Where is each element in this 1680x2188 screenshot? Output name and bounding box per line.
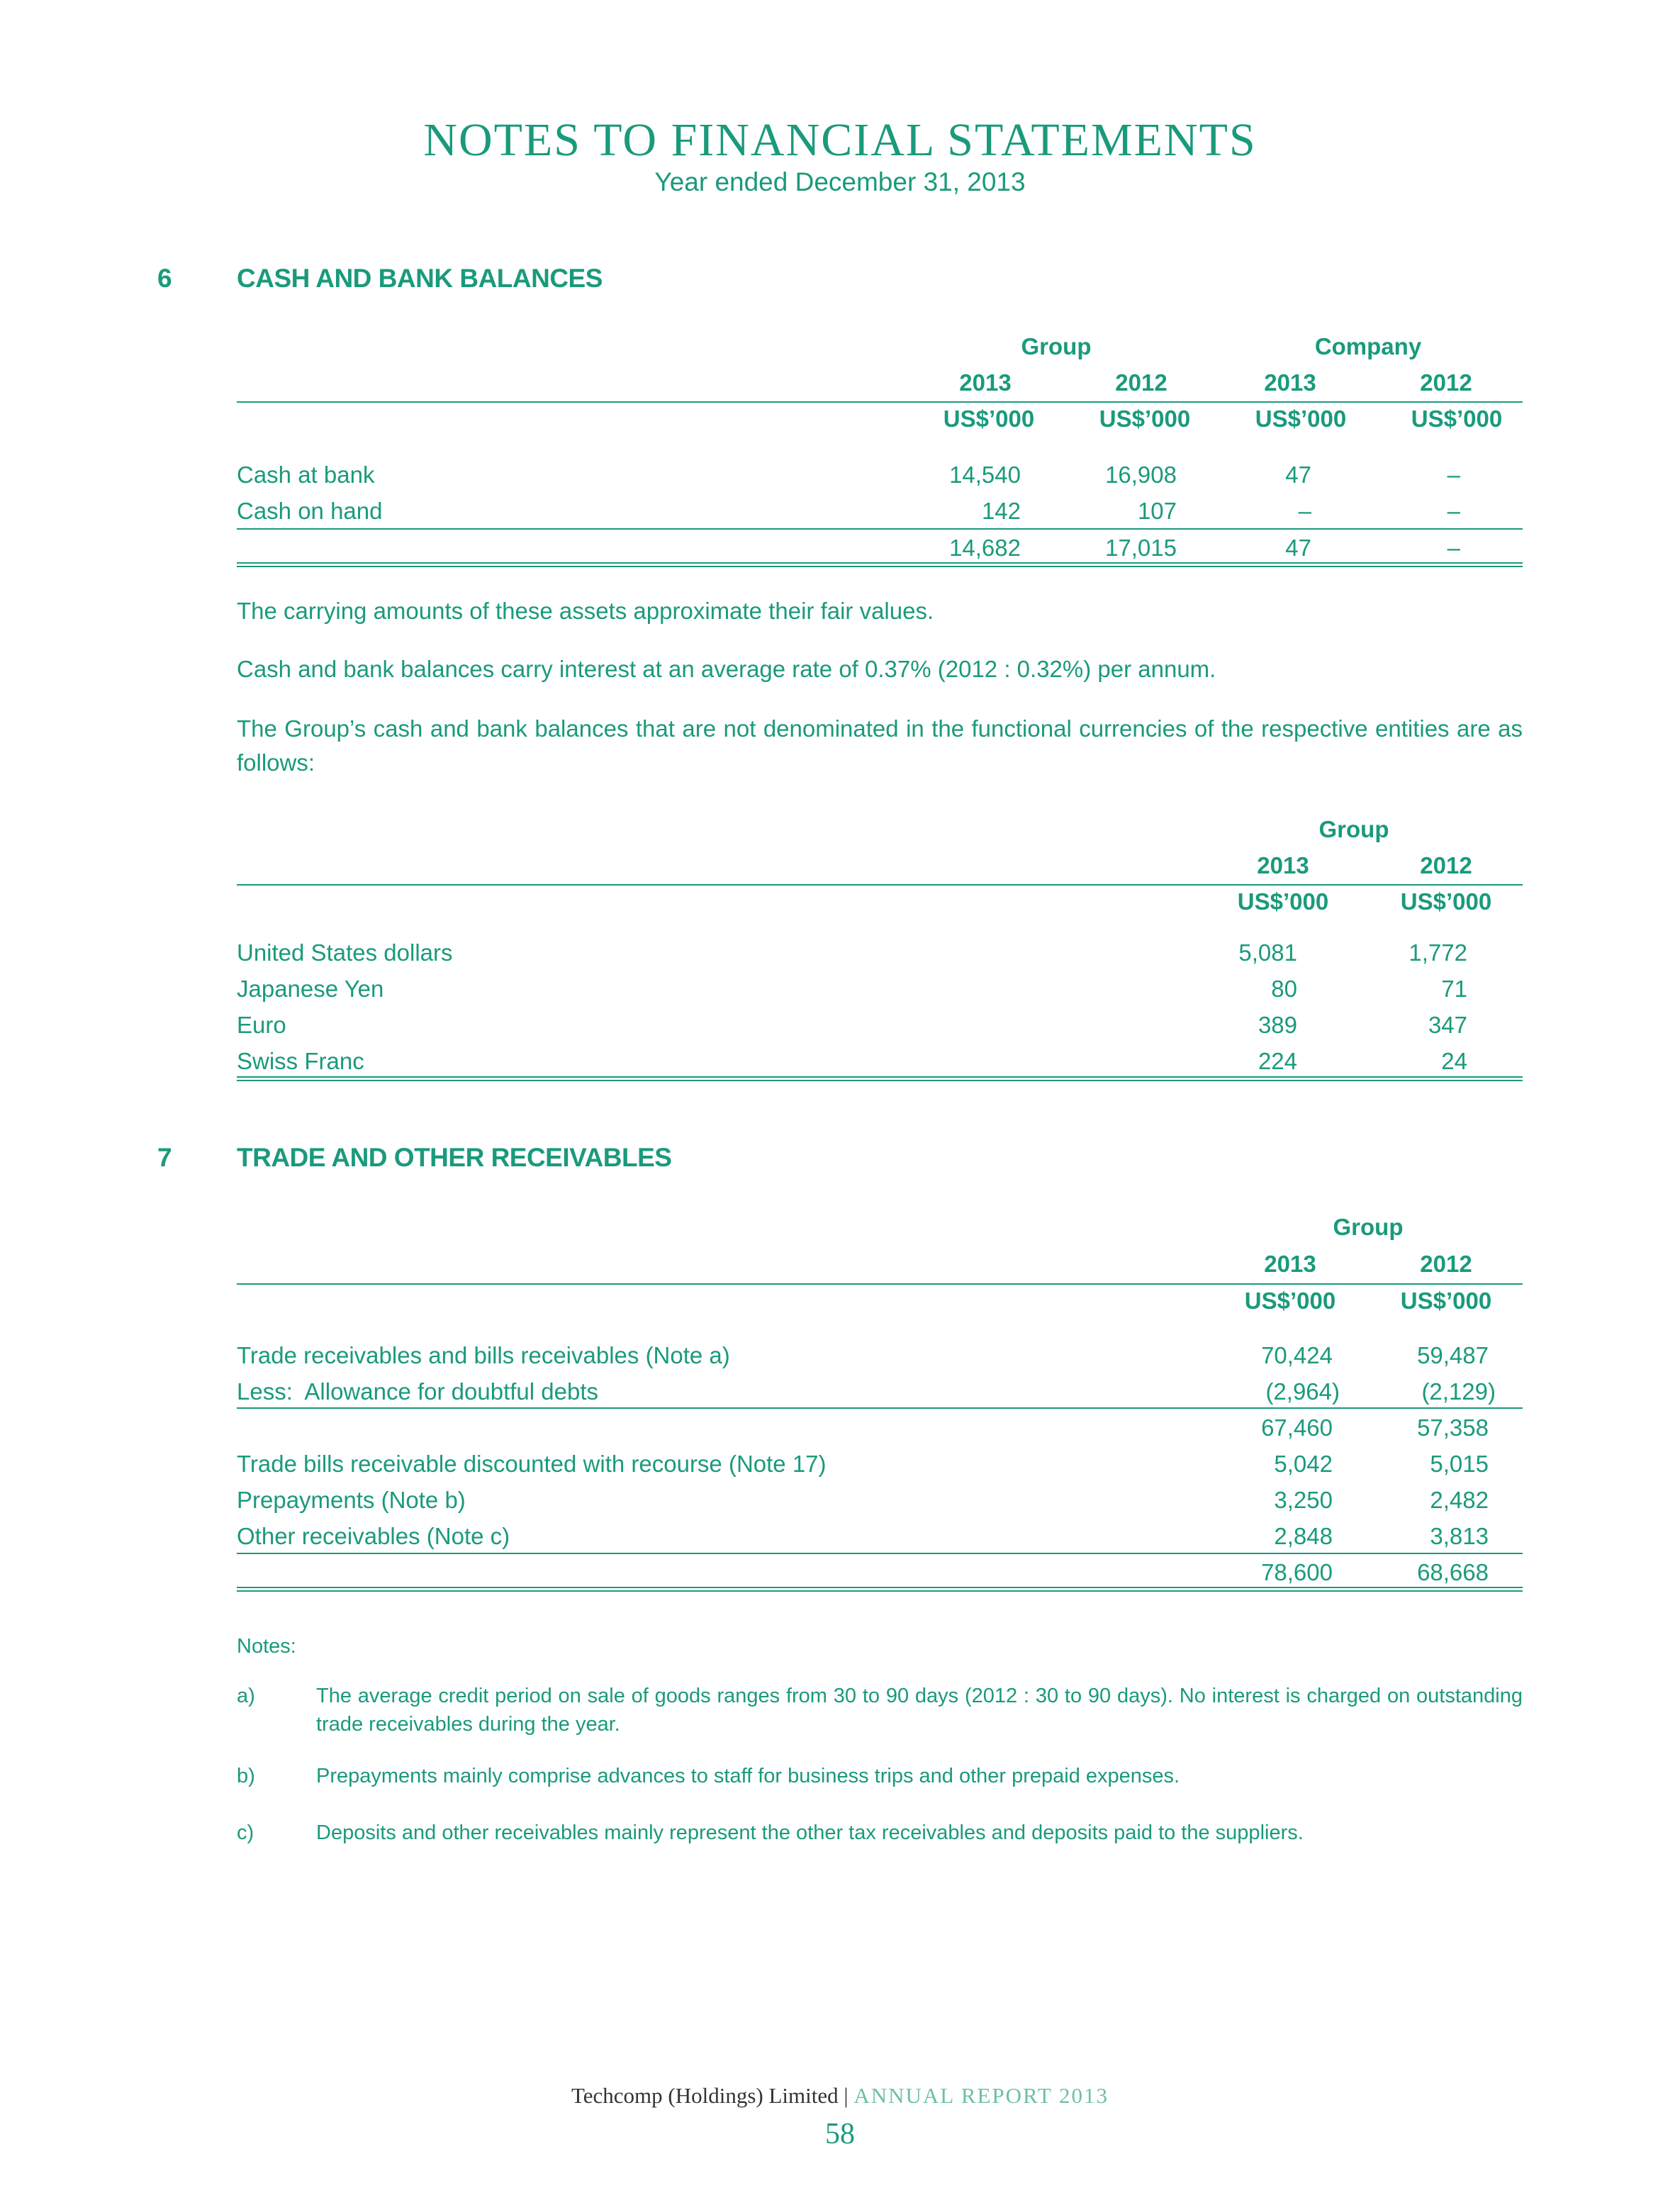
table3-cell: 59,487 — [1417, 1342, 1489, 1368]
table2-cell: 1,772 — [1409, 939, 1467, 966]
table3-cell: 5,042 — [1274, 1451, 1333, 1477]
table3-subtotal-cell: 57,358 — [1417, 1414, 1489, 1441]
table2-cell: 5,081 — [1238, 939, 1297, 966]
table1-year-col2: 2012 — [1115, 369, 1167, 396]
table2-cell: 389 — [1258, 1012, 1297, 1038]
table3-total-rule — [237, 1553, 1523, 1554]
note-marker: a) — [237, 1685, 255, 1707]
footer-line — [0, 2083, 1680, 2109]
table3-unit-col2: US$’000 — [1400, 1288, 1492, 1314]
table1-cell: 142 — [981, 498, 1021, 524]
table2-row-label: Swiss Franc — [237, 1048, 364, 1074]
table1-cell: 16,908 — [1105, 462, 1177, 488]
table1-cell: 107 — [1137, 498, 1177, 524]
table1-unit-col4: US$’000 — [1411, 406, 1503, 432]
table3-cell: 3,813 — [1430, 1523, 1489, 1549]
table3-cell: 3,250 — [1274, 1487, 1333, 1513]
note-marker: c) — [237, 1821, 254, 1844]
table1-year-col4: 2012 — [1420, 369, 1472, 396]
table2-unit-col2: US$’000 — [1400, 888, 1492, 915]
note-text: Deposits and other receivables mainly represent the other tax receivables and deposits paid to the suppliers. — [316, 1821, 1304, 1844]
section-6-title: CASH AND BANK BALANCES — [237, 264, 603, 293]
table3-total-double-rule — [237, 1587, 1523, 1592]
table3-cell: 2,482 — [1430, 1487, 1489, 1513]
table3-header-rule — [237, 1283, 1523, 1285]
table2-row-label: Euro — [237, 1012, 286, 1038]
table3-group-header: Group — [1333, 1214, 1404, 1240]
table1-total-cell: 47 — [1285, 535, 1311, 561]
table3-cell: 5,015 — [1430, 1451, 1489, 1477]
section-7-number: 7 — [157, 1143, 172, 1172]
paragraph-currencies: The Group’s cash and bank balances that are not denominated in the functional currencies of the respective entities are as follows: — [237, 715, 1523, 776]
table1-row-label: Cash at bank — [237, 462, 375, 488]
table1-cell: – — [1447, 462, 1460, 488]
table2-year-col2: 2012 — [1420, 852, 1472, 878]
table2-cell: 80 — [1271, 976, 1297, 1002]
table1-subtotal-rule — [237, 528, 1523, 530]
table3-row-label: Other receivables (Note c) — [237, 1523, 510, 1549]
table3-row-label: Prepayments (Note b) — [237, 1487, 466, 1513]
table3-row-label: Trade bills receivable discounted with recourse (Note 17) — [237, 1451, 827, 1477]
note-text: Prepayments mainly comprise advances to staff for business trips and other prepaid expenses. — [316, 1765, 1180, 1787]
table1-header-rule — [237, 401, 1523, 403]
table3-cell: (2,129) — [1421, 1378, 1496, 1405]
table1-row-label: Cash on hand — [237, 498, 383, 524]
table3-subtotal-cell: 67,460 — [1261, 1414, 1333, 1441]
section-6-number: 6 — [157, 264, 172, 293]
footer-separator: | — [844, 2083, 849, 2108]
table3-row-label: Less: Allowance for doubtful debts — [237, 1378, 598, 1405]
table1-group-header: Group — [1021, 333, 1092, 359]
table1-unit-col3: US$’000 — [1255, 406, 1347, 432]
table2-header-rule — [237, 884, 1523, 886]
table2-group-header: Group — [1318, 816, 1389, 842]
table3-cell: (2,964) — [1265, 1378, 1340, 1405]
table1-total-double-rule — [237, 562, 1523, 567]
table1-company-header: Company — [1314, 333, 1422, 359]
page-number: 58 — [825, 2118, 855, 2150]
table2-row-label: Japanese Yen — [237, 976, 384, 1002]
paragraph-interest-rate: Cash and bank balances carry interest at an average rate of 0.37% (2012 : 0.32%) per annum. — [237, 656, 1216, 682]
table2-unit-col1: US$’000 — [1237, 888, 1329, 915]
table1-total-cell: – — [1447, 535, 1460, 561]
table1-cell: – — [1298, 498, 1311, 524]
table3-total-cell: 68,668 — [1417, 1559, 1489, 1585]
table2-total-double-rule — [237, 1076, 1523, 1081]
table3-subtotal-rule — [237, 1407, 1523, 1409]
table2-year-col1: 2013 — [1257, 852, 1309, 878]
page-subtitle: Year ended December 31, 2013 — [654, 167, 1026, 196]
table1-cell: 47 — [1285, 462, 1311, 488]
table1-total-cell: 14,682 — [949, 535, 1021, 561]
table3-row-label: Trade receivables and bills receivables (Note a) — [237, 1342, 730, 1368]
page-title: NOTES TO FINANCIAL STATEMENTS — [423, 114, 1257, 166]
table3-total-cell: 78,600 — [1261, 1559, 1333, 1585]
table3-unit-col1: US$’000 — [1244, 1288, 1336, 1314]
table1-year-col1: 2013 — [959, 369, 1012, 396]
table2-cell: 24 — [1441, 1048, 1467, 1074]
table3-year-col2: 2012 — [1420, 1251, 1472, 1277]
note-marker: b) — [237, 1765, 255, 1787]
table2-cell: 71 — [1441, 976, 1467, 1002]
section-7-title: TRADE AND OTHER RECEIVABLES — [237, 1143, 672, 1172]
paragraph-fair-value: The carrying amounts of these assets approximate their fair values. — [237, 598, 934, 624]
table1-year-col3: 2013 — [1264, 369, 1316, 396]
table2-cell: 224 — [1258, 1048, 1297, 1074]
table3-cell: 70,424 — [1261, 1342, 1333, 1368]
footer-report: ANNUAL REPORT 2013 — [853, 2083, 1109, 2108]
footer-company: Techcomp (Holdings) Limited — [571, 2083, 839, 2108]
note-text: The average credit period on sale of goods ranges from 30 to 90 days (2012 : 30 to 90 days). No interest is charged on outstanding trade receivables during the year. — [316, 1685, 1523, 1736]
table1-unit-col1: US$’000 — [943, 406, 1035, 432]
table3-year-col1: 2013 — [1264, 1251, 1316, 1277]
table1-cell: 14,540 — [949, 462, 1021, 488]
notes-heading: Notes: — [237, 1635, 296, 1658]
table2-row-label: United States dollars — [237, 939, 453, 966]
table1-total-cell: 17,015 — [1105, 535, 1177, 561]
table3-cell: 2,848 — [1274, 1523, 1333, 1549]
table1-unit-col2: US$’000 — [1099, 406, 1191, 432]
table2-cell: 347 — [1428, 1012, 1467, 1038]
table1-cell: – — [1447, 498, 1460, 524]
